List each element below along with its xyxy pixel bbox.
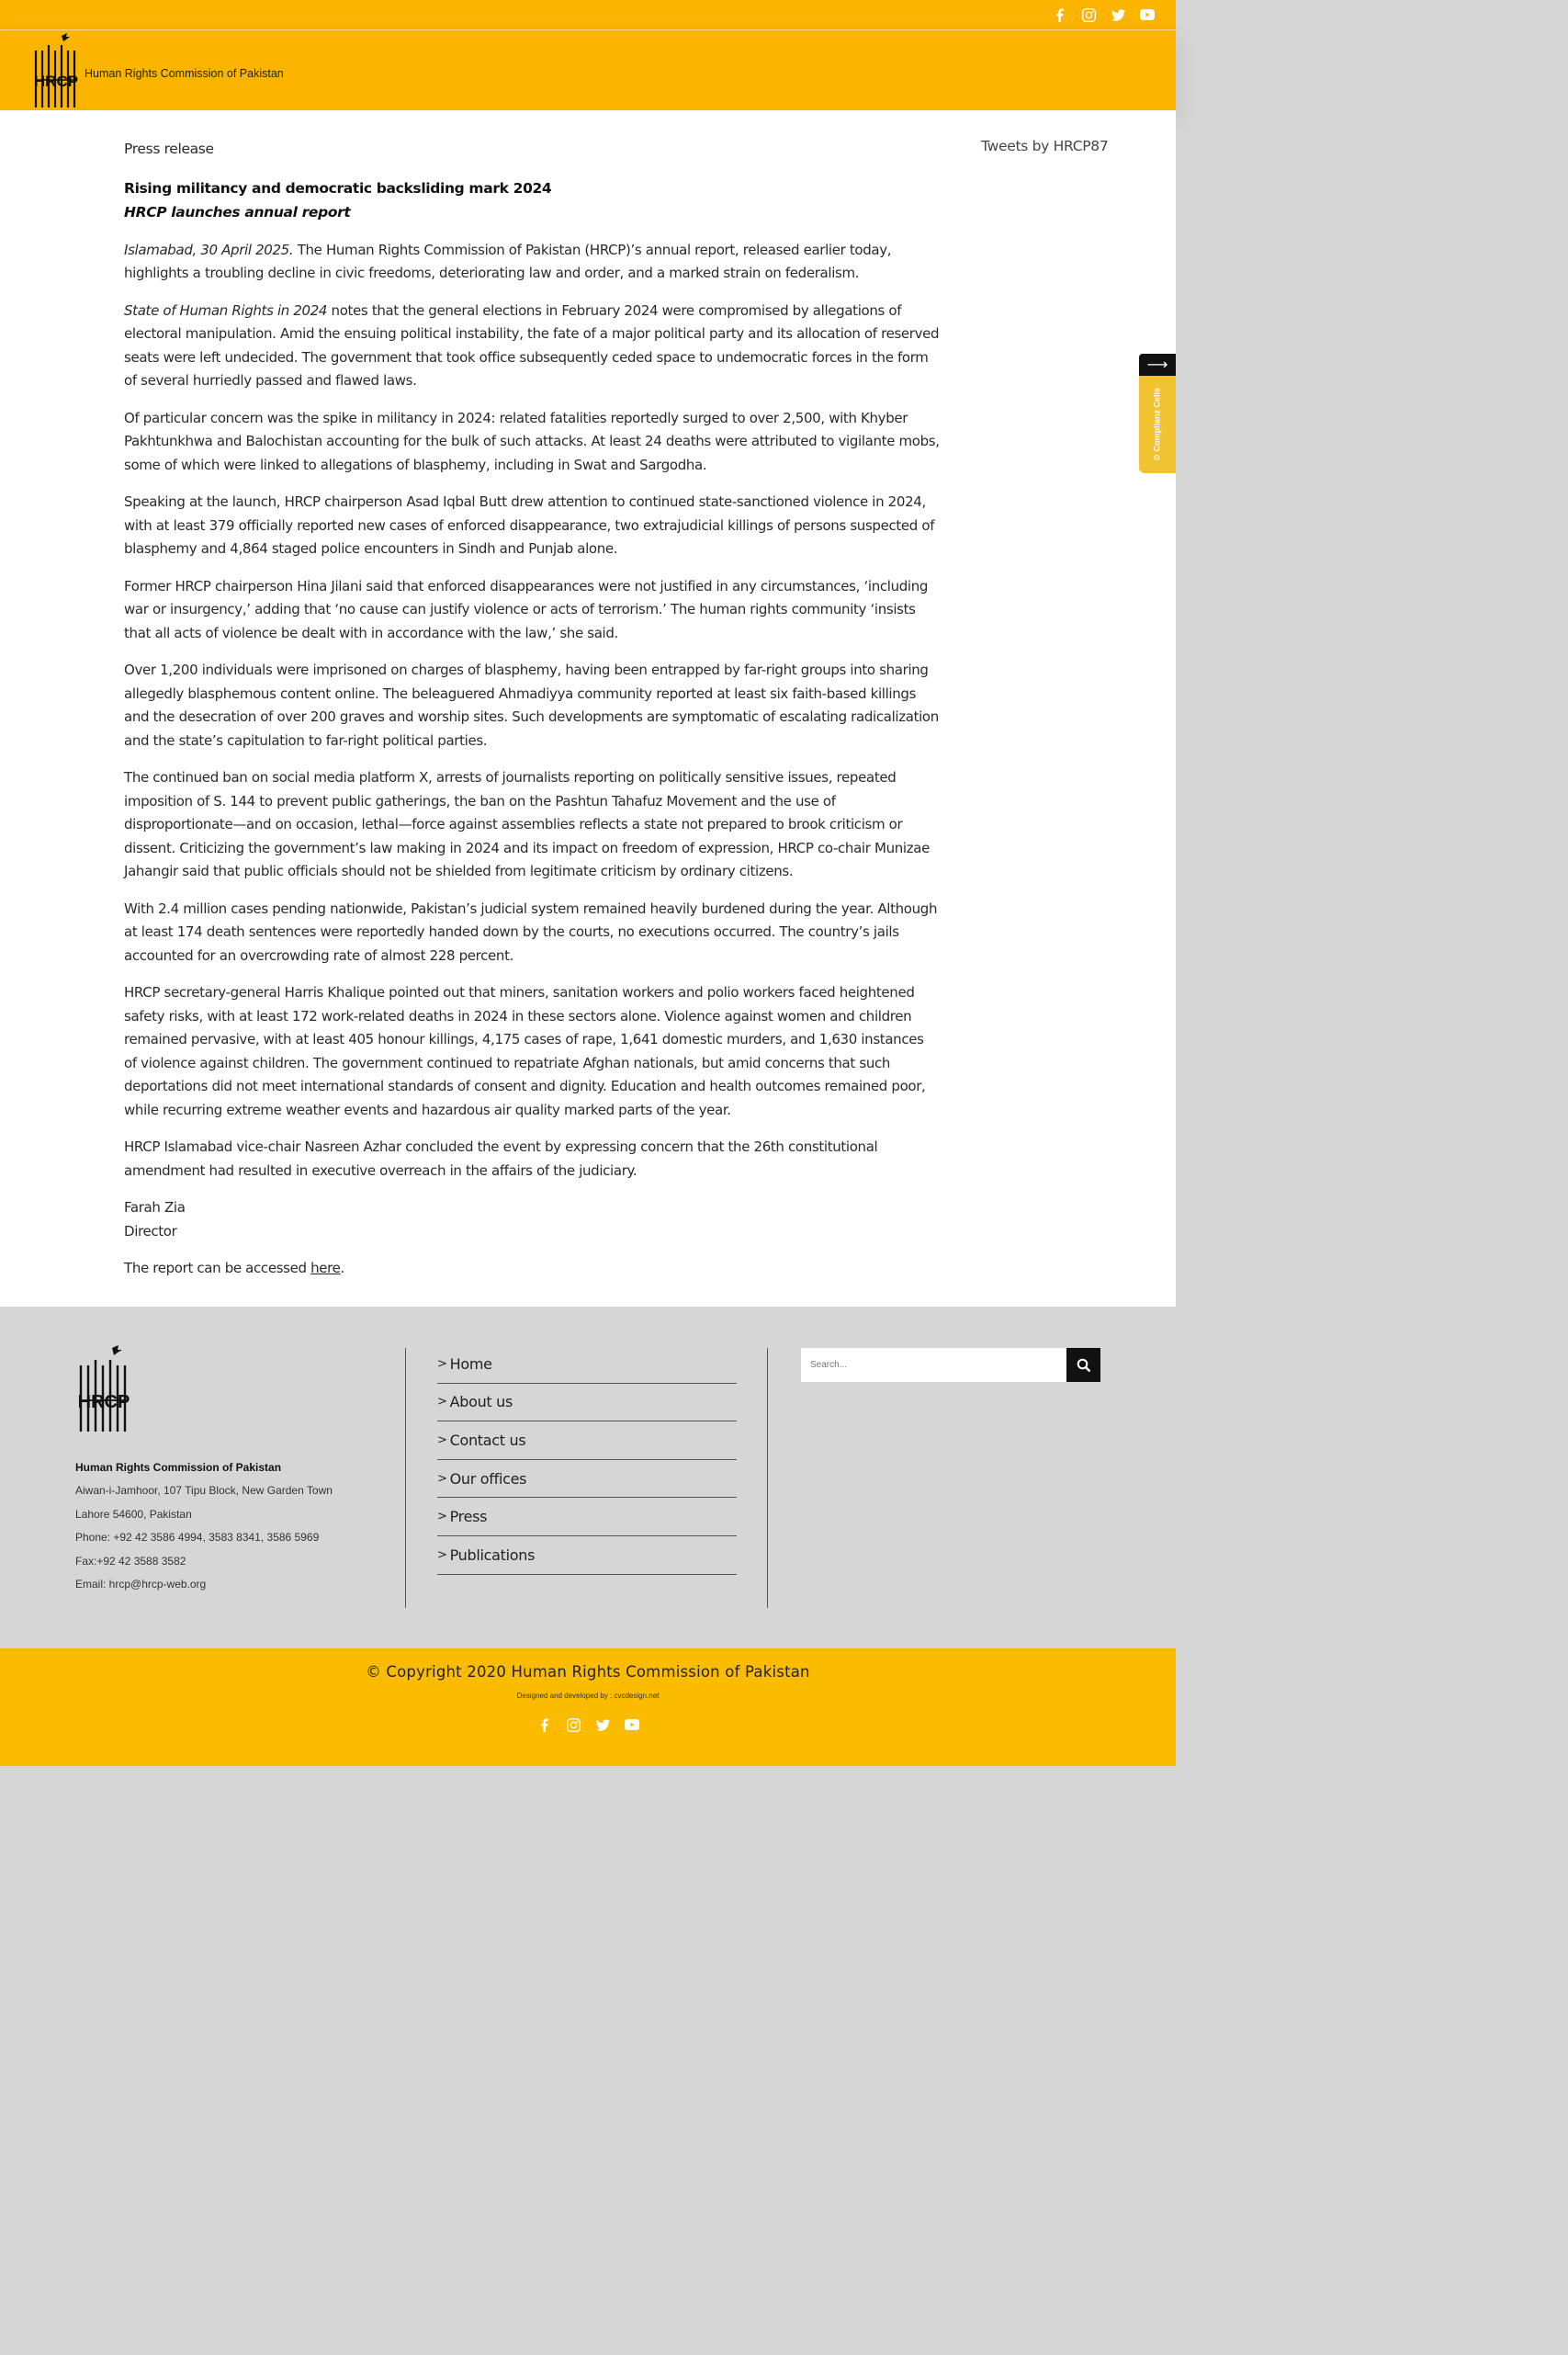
footer-socials xyxy=(0,1716,1176,1733)
main-content xyxy=(0,110,1176,1307)
footer-search xyxy=(801,1348,1100,1382)
arrow-right-icon[interactable]: ⟶ xyxy=(1139,354,1176,376)
site-footer xyxy=(0,1307,1176,1648)
footer-menu-about[interactable]: > About us xyxy=(437,1384,737,1422)
article-paragraph: Over 1,200 individuals were imprisoned on charges of blasphemy, having been entrapped by far-right groups into sharing allegedly blasphemous content online. The beleaguered Ahmadiyya community reported at least six faith-based killings and the desecration of over 200 graves and worship sites. Such developments are symptomatic of escalating radicalization and the state’s capitulation to far-right political parties. xyxy=(124,662,939,749)
article-paragraph: The report can be accessed here. xyxy=(124,1260,344,1276)
tweets-link[interactable]: Tweets by HRCP87 xyxy=(981,138,1109,154)
chevron-right-icon: > xyxy=(437,1471,447,1486)
footer-contact xyxy=(75,1345,378,1597)
article-paragraph: Islamabad, 30 April 2025. The Human Rights Commission of Pakistan (HRCP)’s annual report, released earlier today, highlights a troubling decline in civic freedoms, deteriorating law and order, and a marked strain on federalism. xyxy=(124,241,892,281)
footer-divider xyxy=(767,1348,768,1608)
footer-menu-home[interactable]: > Home xyxy=(437,1345,737,1384)
footer-menu-contact[interactable]: > Contact us xyxy=(437,1421,737,1460)
footer-org-name: Human Rights Commission of Pakistan xyxy=(75,1461,282,1474)
compliance-side-tab[interactable] xyxy=(1139,354,1176,473)
article-paragraph: Speaking at the launch, HRCP chairperson Asad Iqbal Butt drew attention to continued state-sanctioned violence in 2024, with at least 379 officially reported new cases of enforced disappearance, two extrajudicial killings of persons suspected of blasphemy and 4,864 staged police encounters in Sindh and Punjab alone. xyxy=(124,493,935,557)
youtube-icon[interactable] xyxy=(624,1716,640,1733)
svg-text:HRCP: HRCP xyxy=(77,1392,130,1412)
designed-by[interactable]: Designed and developed by : cvcdesign.net xyxy=(516,1692,660,1700)
signature-name: Farah Zia xyxy=(124,1199,186,1216)
article-paragraph: The continued ban on social media platform X, arrests of journalists reporting on politically sensitive issues, repeated imposition of S. 144 to prevent public gatherings, the ban on the Pashtun Tahafuz Movement and the use of disproportionate—and on occasion, lethal—force against assemblies reflects a state not prepared to brook criticism or dissent. Criticizing the government’s law making in 2024 and its impact on freedom of expression, HRCP co-chair Munizae Jahangir said that public officials should not be shielded from legitimate criticism by ordinary citizens. xyxy=(124,769,930,879)
footer-menu-publications[interactable]: > Publications xyxy=(437,1536,737,1575)
article-category: Press release xyxy=(124,141,214,157)
footer-phone: Phone: +92 42 3586 4994, 3583 8341, 3586 5969 xyxy=(75,1531,320,1544)
top-social-bar xyxy=(0,0,1176,30)
search-input[interactable] xyxy=(801,1348,1066,1382)
chevron-right-icon: > xyxy=(437,1432,447,1447)
footer-email: Email: hrcp@hrcp-web.org xyxy=(75,1578,207,1591)
chevron-right-icon: > xyxy=(437,1395,447,1410)
dateline: Islamabad, 30 April 2025. xyxy=(124,241,294,258)
article-headline: Rising militancy and democratic backsliding mark 2024 xyxy=(124,179,552,197)
article-paragraph: State of Human Rights in 2024 notes that the general elections in February 2024 were compromised by allegations of electoral manipulation. Amid the ensuing political instability, the fate of a major political party and its allocation of reserved seats were left undecided. The government that took office subsequently ceded space to undemocratic forces in the form of several hurriedly passed and flawed laws. xyxy=(124,301,940,389)
chevron-right-icon: > xyxy=(437,1356,447,1371)
copyright-bar xyxy=(0,1648,1176,1766)
report-link[interactable]: here xyxy=(310,1260,341,1276)
article-paragraph: Of particular concern was the spike in militancy in 2024: related fatalities reportedly surged to over 2,500, with Khyber Pakhtunkhwa and Balochistan accounting for the bulk of such attacks. At least 24 deaths were attributed to vigilante mobs, some of which were linked to allegations of blasphemy, including in Swat and Sargodha. xyxy=(124,409,940,473)
twitter-icon[interactable] xyxy=(1110,6,1126,23)
chevron-right-icon: > xyxy=(437,1510,447,1524)
copyright-text: © Copyright 2020 Human Rights Commission of Pakistan xyxy=(366,1663,810,1681)
footer-hrcp-logo xyxy=(75,1345,132,1433)
cookie-settings-tab[interactable] xyxy=(1139,376,1176,473)
instagram-icon[interactable] xyxy=(565,1716,581,1733)
press-release-article xyxy=(124,138,940,1295)
twitter-icon[interactable] xyxy=(594,1716,611,1733)
report-title: State of Human Rights in 2024 xyxy=(124,301,328,319)
article-paragraph: HRCP Islamabad vice-chair Nasreen Azhar concluded the event by expressing concern that the 26th constitutional amendment had resulted in executive overreach in the affairs of the judiciary. xyxy=(124,1138,878,1179)
article-paragraph: HRCP secretary-general Harris Khalique pointed out that miners, sanitation workers and polio workers faced heightened safety risks, with at least 172 work-related deaths in 2024 in these sectors alone. Violence against women and children remained pervasive, with at least 405 honour killings, 4,175 cases of rape, 1,641 domestic murders, and 1,630 instances of violence against children. The government continued to repatriate Afghan nationals, but amid concerns that such deportations did not meet international standards of consent and dignity. Education and health outcomes remained poor, while recurring extreme weather events and hazardous air quality marked parts of the year. xyxy=(124,984,926,1118)
cookie-settings-label: ⚙ Complianz Cells xyxy=(1152,387,1162,462)
facebook-icon[interactable] xyxy=(1051,6,1067,23)
footer-menu-offices[interactable]: > Our offices xyxy=(437,1460,737,1499)
article-paragraph: With 2.4 million cases pending nationwide, Pakistan’s judicial system remained heavily burdened during the year. Although at least 174 death sentences were reportedly handed down by the courts, no executions occurred. The country’s jails accounted for an overcrowding rate of almost 228 percent. xyxy=(124,900,938,964)
instagram-icon[interactable] xyxy=(1080,6,1097,23)
article-subhead: HRCP launches annual report xyxy=(124,203,351,221)
hrcp-logo xyxy=(33,32,79,109)
signature xyxy=(124,1196,940,1243)
site-header xyxy=(0,30,1176,110)
svg-text:HRCP: HRCP xyxy=(33,73,79,90)
footer-address-line2: Lahore 54600, Pakistan xyxy=(75,1507,192,1521)
footer-fax: Fax:+92 42 3588 3582 xyxy=(75,1554,186,1568)
signature-title: Director xyxy=(124,1222,177,1240)
search-button[interactable] xyxy=(1066,1348,1100,1382)
search-icon xyxy=(1077,1358,1091,1373)
footer-menu-press[interactable]: > Press xyxy=(437,1498,737,1536)
header-org-name: Human Rights Commission of Pakistan xyxy=(85,67,284,80)
article-paragraph: Former HRCP chairperson Hina Jilani said that enforced disappearances were not justified in any circumstances, ‘including war or insurgency,’ adding that ‘no cause can justify violence or acts of terrorism.’ The human rights community ‘insists that all acts of violence be dealt with in accordance with the law,’ she said. xyxy=(124,577,929,641)
facebook-icon[interactable] xyxy=(536,1716,552,1733)
footer-menu xyxy=(437,1345,737,1575)
chevron-right-icon: > xyxy=(437,1547,447,1562)
footer-address-line1: Aiwan-i-Jamhoor, 107 Tipu Block, New Garden Town xyxy=(75,1484,333,1497)
youtube-icon[interactable] xyxy=(1139,6,1156,23)
footer-divider xyxy=(405,1348,406,1608)
